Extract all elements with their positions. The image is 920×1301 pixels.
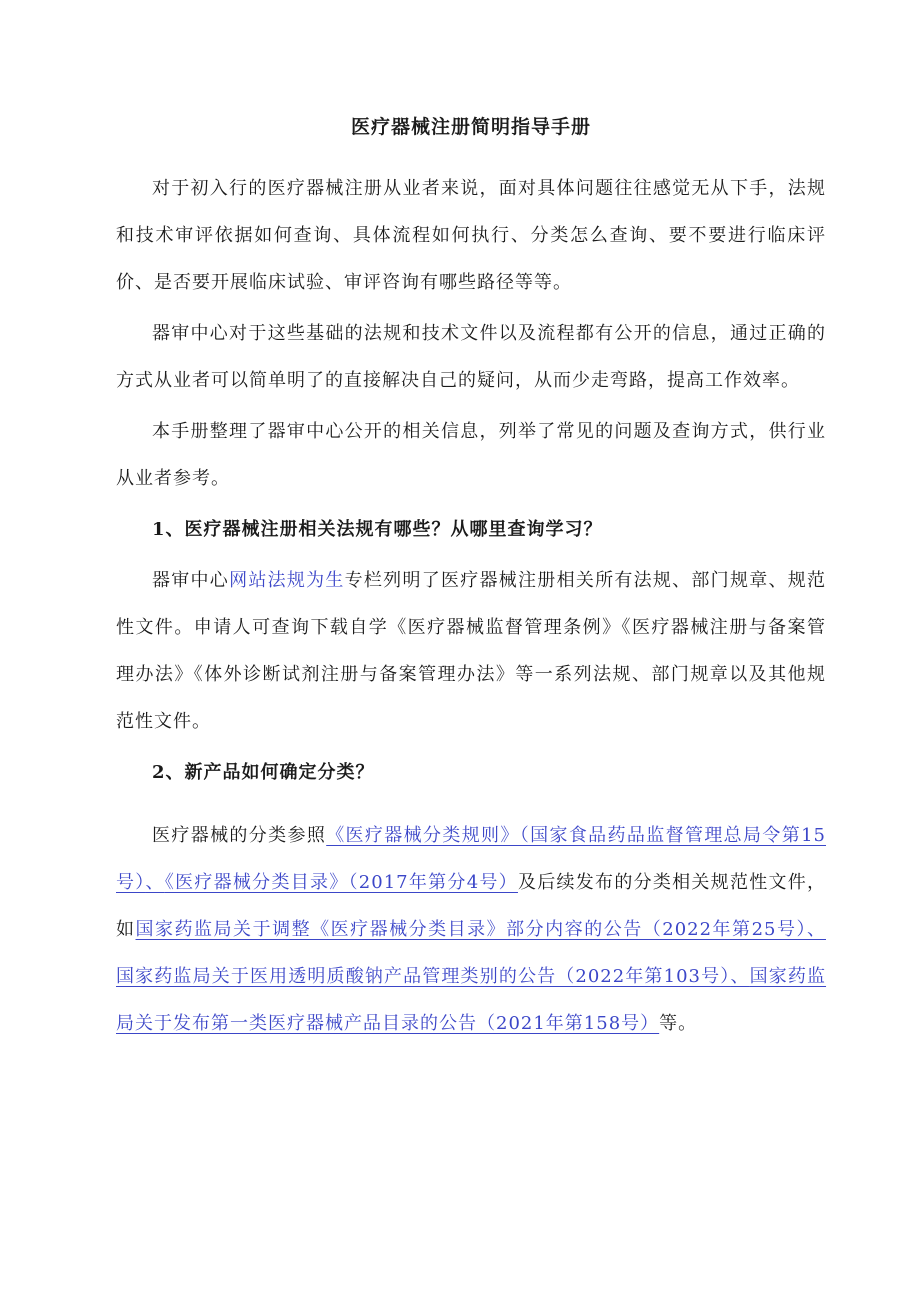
regulations-column-link[interactable]: 网站法规为生 [229, 570, 345, 591]
section-2-paragraph [116, 812, 826, 1047]
classification-catalog-link[interactable]: 《医疗器械分类目录》（2017年第分4号） [164, 872, 518, 893]
section-1-heading: 1、医疗器械注册相关法规有哪些？从哪里查询学习？ [152, 519, 603, 540]
page-title: 医疗器械注册简明指导手册 [350, 116, 591, 138]
section-1-paragraph [116, 557, 826, 745]
hyaluronate-notice-link[interactable]: 国家药监局关于医用透明质酸钠产品管理类别的公告（2022年第103号） [116, 966, 731, 987]
link-separator-3: 、 [730, 966, 750, 987]
link-separator-1: 、 [145, 872, 165, 893]
section-2-heading: 2、新产品如何确定分类？ [152, 762, 375, 783]
link-separator-2: 、 [807, 919, 826, 940]
section-2-text-start: 医疗器械的分类参照 [152, 825, 327, 846]
intro-paragraph-1: 对于初入行的医疗器械注册从业者来说，面对具体问题往往感觉无从下手，法规和技术审评依据如何查询、具体流程如何执行、分类怎么查询、要不要进行临床评价、是否要开展临床试验、审评咨询有哪些路径等等。 [116, 178, 826, 293]
class-one-catalog-notice-link[interactable]: 国家药监局关于发布第一类医疗器械产品目录的公告（2021年第158号） [116, 966, 827, 1034]
intro-paragraph-3: 本手册整理了器审中心公开的相关信息，列举了常见的问题及查询方式，供行业从业者参考。 [116, 421, 826, 489]
section-2-text-end: 等。 [659, 1013, 698, 1034]
section-2-text-mid: 及后续发布的分类相关规范性文件，如 [116, 872, 827, 940]
document-page [116, 112, 826, 1051]
section-1-text-after-link: 专栏列明了医疗器械注册相关所有法规、部门规章、规范性文件。申请人可查询下载自学《医疗器械监督管理条例》《医疗器械注册与备案管理办法》《体外诊断试剂注册与备案管理办法》等一系列法规、部门规章以及其他规范性文件。 [116, 570, 827, 732]
section-1-text-before-link: 器审中心 [152, 570, 230, 591]
classification-rules-link[interactable]: 《医疗器械分类规则》（国家食品药品监督管理总局令第15号） [116, 825, 826, 893]
catalog-adjustment-notice-link[interactable]: 国家药监局关于调整《医疗器械分类目录》部分内容的公告（2022年第25号） [135, 919, 807, 940]
intro-paragraph-2: 器审中心对于这些基础的法规和技术文件以及流程都有公开的信息，通过正确的方式从业者可以简单明了的直接解决自己的疑问，从而少走弯路，提高工作效率。 [116, 323, 826, 391]
